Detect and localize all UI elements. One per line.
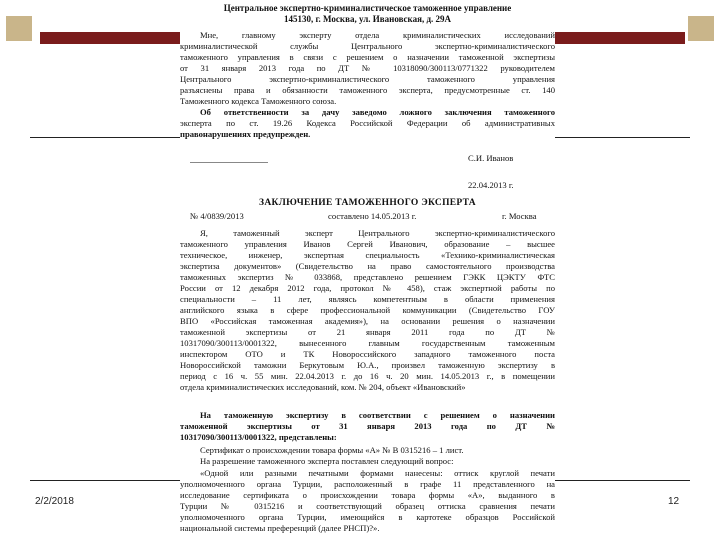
conclusion-city: г. Москва	[502, 211, 537, 221]
body-line: таможенного управления Иванов Сергей Иванович, образование – высшее	[180, 239, 555, 249]
question-line: «Одной или разными печатными формами нанесены: оттиск круглой печати	[200, 468, 555, 478]
appointment-line: таможенного управления в связи с решением о назначении таможенной экспертизы	[180, 52, 555, 62]
submitted-line: таможенной экспертизы от 31 января 2013 года по ДТ №	[180, 421, 555, 431]
liability-line: Об ответственности за дачу заведомо ложного заключения таможенного	[200, 107, 555, 117]
body-line: экспертиза документов» (Свидетельство на право самостоятельного производства	[180, 261, 555, 271]
appointment-line: Мне, главному эксперту отдела криминалистических исследований	[200, 30, 555, 40]
body-line: Я, таможенный эксперт Центрального экспертно-криминалистического	[200, 228, 555, 238]
conclusion-composed: составлено 14.05.2013 г.	[328, 211, 417, 221]
decor-square-top-right	[688, 16, 714, 41]
body-line: период с 16 ч. 55 мин. 22.04.2013 г. до 16 ч. 20 мин. 14.05.2013 г., в помещении	[180, 371, 555, 381]
submitted-line: На таможенную экспертизу в соответствии с решением о назначении	[200, 410, 555, 420]
question-line: исследование сертификата о происхождении товара формы «А», выданного в	[180, 490, 555, 500]
liability-line: правонарушениях предупрежден.	[180, 129, 311, 139]
footer-date: 2/2/2018	[35, 496, 74, 507]
appointment-line: разъяснены права и обязанности таможенного эксперта, предусмотренные ст. 140	[180, 85, 555, 95]
body-line: России от 12 декабря 2012 года, протокол № 458), стаж экспертной работы по	[180, 283, 555, 293]
header-address: 145130, г. Москва, ул. Ивановская, д. 29А	[283, 14, 452, 24]
item-line: Сертификат о происхождении товара формы «А» № В 0315216 – 1 лист.	[200, 445, 464, 455]
body-line: таможенной экспертизы от 21 января 2011 года по ДТ №	[180, 327, 555, 337]
body-line: отдела криминалистических исследований, ком. № 204, объект «Ивановский»	[180, 382, 466, 392]
body-line: таможенных экспертиз № 033868, представлено решением ГЭКК ЦЭКТУ ФТС	[180, 272, 555, 282]
decor-bar-right	[545, 32, 685, 44]
item-line: На разрешение таможенного эксперта поставлен следующий вопрос:	[200, 456, 454, 466]
body-line: ВПО «Российская таможенная академия»), на основании решения о назначении	[180, 316, 555, 326]
question-line: уполномоченного органа Турции, имеющийся в картотеке образцов Российской	[180, 512, 555, 522]
question-line: уполномоченного органа Турции, расположенный в графе 11 представленного на	[180, 479, 555, 489]
appointment-line: криминалистической службы Центрального экспертно-криминалистического	[180, 41, 555, 51]
decor-square-top-left	[6, 16, 32, 41]
appointment-line: Таможенного кодекса Таможенного союза.	[180, 96, 337, 106]
body-line: специальности – 11 лет, являясь компетентным в области применения	[180, 294, 555, 304]
body-line: английского языка в сфере профессиональной коммуникации (Свидетельство ГОУ	[180, 305, 555, 315]
submitted-line: 10317090/300113/0001322, представлены:	[180, 432, 337, 442]
question-line: национальной системы преференций (далее РНСП)?».	[180, 523, 380, 533]
conclusion-number: № 4/0839/2013	[190, 211, 244, 221]
decor-bar-left	[40, 32, 190, 44]
footer-page-number: 12	[668, 496, 680, 507]
signature-name: С.И. Иванов	[468, 153, 514, 163]
body-line: техническое, инженер, экспертная специальность «Технико-криминалистическая	[180, 250, 555, 260]
header-org: Центральное экспертно-криминалистическое таможенное управление	[223, 3, 512, 13]
body-line: инспектором ОТО и ТК Новороссийского западного таможенного поста	[180, 349, 555, 359]
body-line: 10317090/300113/0001322, вынесенного главным государственным таможенным	[180, 338, 555, 348]
signature-date: 22.04.2013 г.	[468, 180, 514, 190]
signature-rule	[190, 162, 268, 163]
appointment-line: Центрального экспертно-криминалистического таможенного управления	[180, 74, 555, 84]
document-page	[180, 0, 555, 540]
body-line: Новороссийской таможни Беркутовым Ю.А., произвел таможенную экспертизу в	[180, 360, 555, 370]
question-line: Турции № 0315216 и соответствующий образец оттиска сравнения печати	[180, 501, 555, 511]
conclusion-title: ЗАКЛЮЧЕНИЕ ТАМОЖЕННОГО ЭКСПЕРТА	[259, 198, 476, 208]
liability-line: эксперта по ст. 19.26 Кодекса Российской Федерации об административных	[180, 118, 555, 128]
appointment-line: от 31 января 2013 года по ДТ № 10318090/300113/0771322 руководителем	[180, 63, 555, 73]
